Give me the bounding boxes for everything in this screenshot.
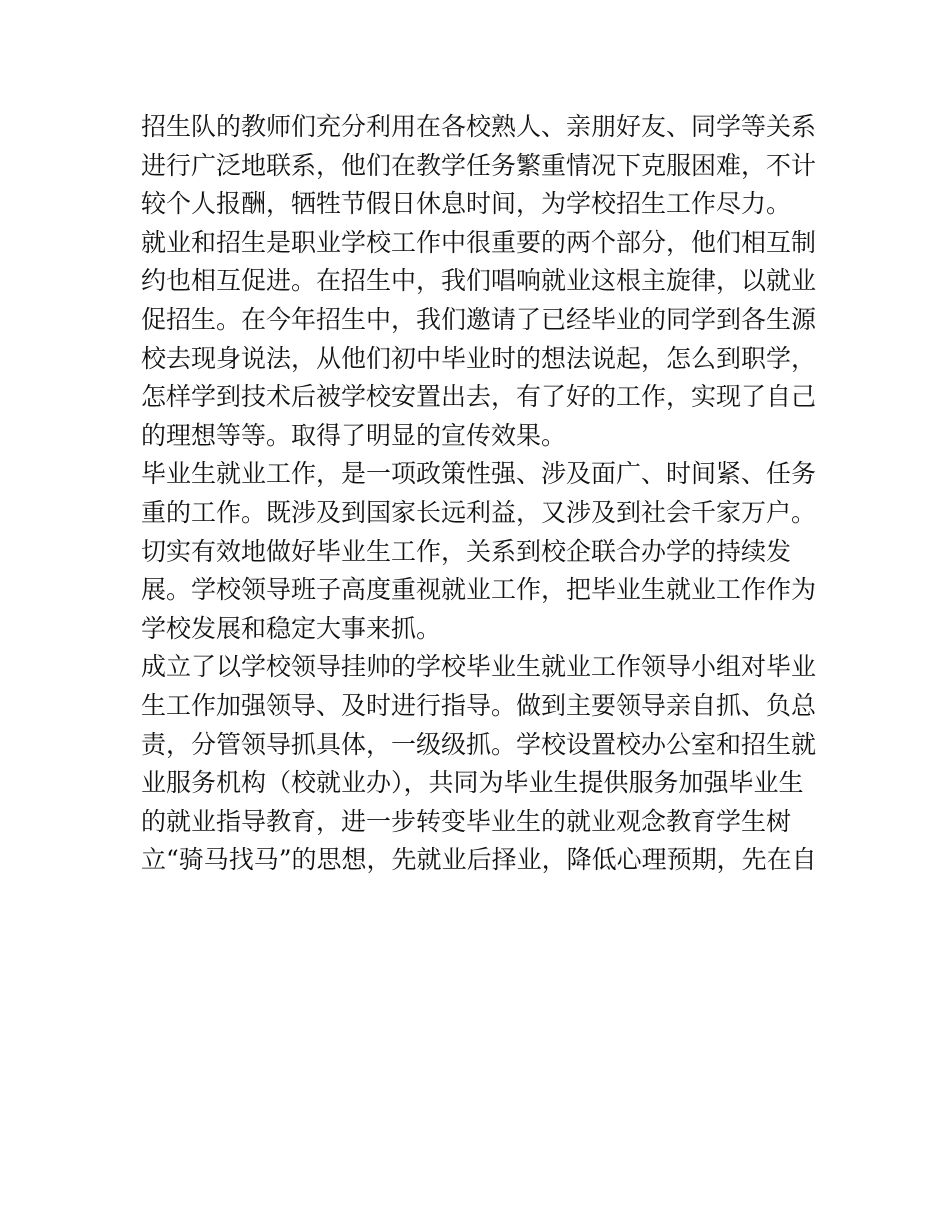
- text-line: 业服务机构（校就业办），共同为毕业生提供服务加强毕业生: [141, 768, 804, 798]
- text-line: 进行广泛地联系，他们在教学任务繁重情况下克服困难，不计: [141, 150, 817, 180]
- text-line: 怎样学到技术后被学校安置出去，有了好的工作，实现了自己: [141, 382, 817, 412]
- text-line: 展。学校领导班子高度重视就业工作，把毕业生就业工作作为: [141, 575, 817, 605]
- text-line: 生工作加强领导、及时进行指导。做到主要领导亲自抓、负总: [141, 690, 817, 720]
- text-line: 的就业指导教育，进一步转变毕业生的就业观念教育学生树: [141, 806, 792, 836]
- text-line: 促招生。在今年招生中，我们邀请了已经毕业的同学到各生源: [141, 304, 817, 334]
- body-text: [141, 108, 821, 880]
- text-line: 就业和招生是职业学校工作中很重要的两个部分，他们相互制: [141, 227, 817, 257]
- text-line: 切实有效地做好毕业生工作，关系到校企联合办学的持续发: [141, 536, 792, 566]
- text-line: 立“骑马找马”的思想，先就业后择业，降低心理预期，先在自: [141, 845, 817, 875]
- text-line: 毕业生就业工作，是一项政策性强、涉及面广、时间紧、任务: [141, 459, 817, 489]
- text-line: 成立了以学校领导挂帅的学校毕业生就业工作领导小组对毕业: [141, 652, 817, 682]
- text-line: 责，分管领导抓具体，一级级抓。学校设置校办公室和招生就: [141, 729, 817, 759]
- text-line: 学校发展和稳定大事来抓。: [141, 613, 442, 643]
- text-line: 较个人报酬，牺牲节假日休息时间，为学校招生工作尽力。: [141, 189, 792, 219]
- text-line: 重的工作。既涉及到国家长远利益，又涉及到社会千家万户。: [141, 497, 817, 527]
- text-line: 约也相互促进。在招生中，我们唱响就业这根主旋律，以就业: [141, 266, 817, 296]
- text-line: 校去现身说法，从他们初中毕业时的想法说起，怎么到职学，: [141, 343, 817, 373]
- text-line: 招生队的教师们充分利用在各校熟人、亲朋好友、同学等关系: [141, 112, 817, 141]
- text-line: 的理想等等。取得了明显的宣传效果。: [141, 420, 567, 450]
